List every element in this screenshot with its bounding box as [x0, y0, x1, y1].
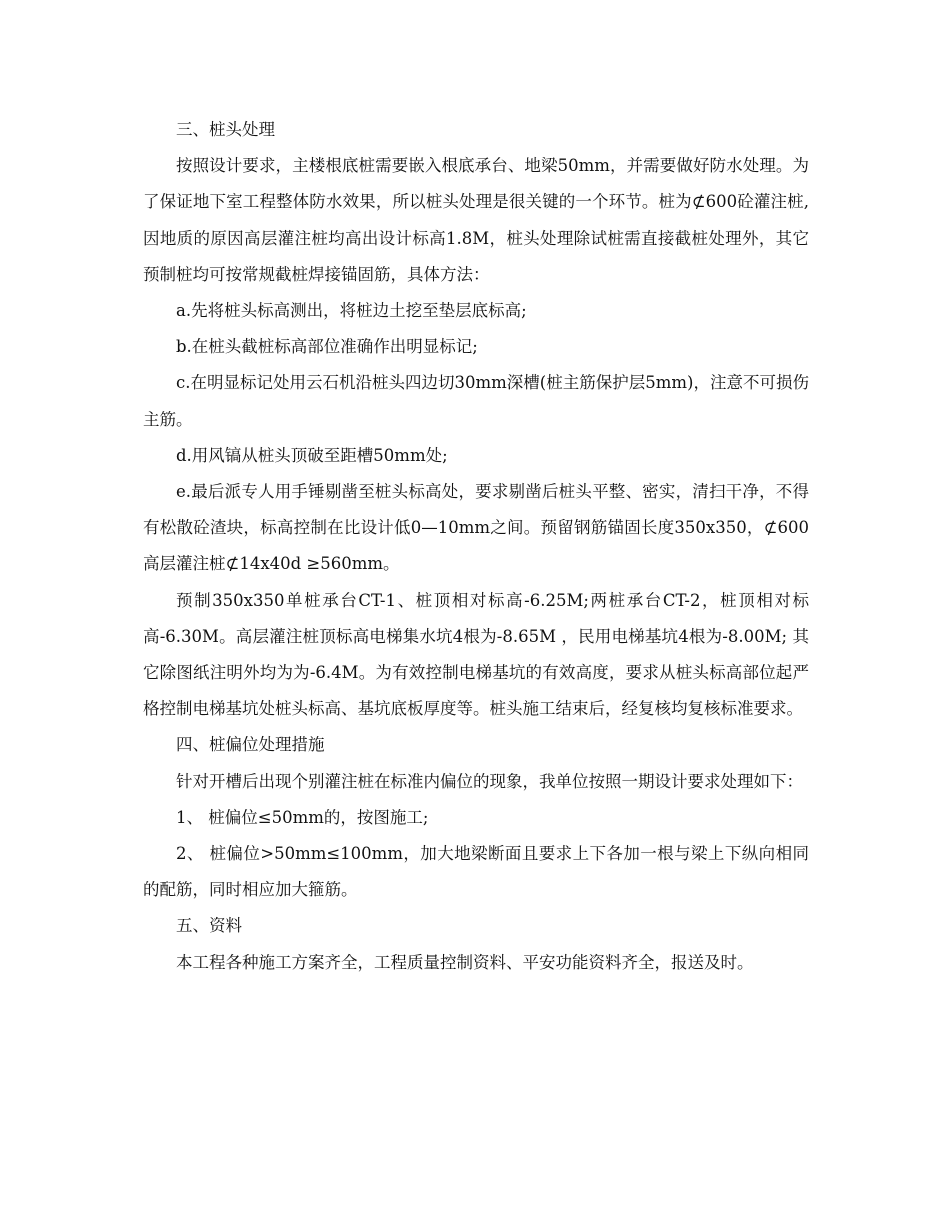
- document-body: [143, 112, 809, 981]
- step-a: a.先将桩头标高测出，将桩边土挖至垫层底标高;: [176, 301, 527, 321]
- step-b: b.在桩头截桩标高部位准确作出明显标记;: [176, 337, 478, 357]
- paragraph-precast-caps: 预制350x350单桩承台CT-1、桩顶相对标高-6.25M;两桩承台CT-2，桩顶相对标高-6.30M。高层灌注桩顶标高电梯集水坑4根为-8.65M ，民用电梯基坑4根为-8.00M; 其它除图纸注明外均为为-6.4M。为有效控制电梯基坑的有效高度，要求从桩头标高部位起严格控制电梯基坑处桩头标高、基坑底板厚度等。桩头施工结束后，经复核均复核标准要求。: [143, 590, 809, 719]
- step-e: e.最后派专人用手锤剔凿至桩头标高处，要求剔凿后桩头平整、密实，清扫干净，不得有松散砼渣块，标高控制在比设计低0—10mm之间。预留钢筋锚固长度350x350，⊄600高层灌注桩⊄14x40d ≥560mm。: [143, 482, 809, 574]
- section-heading-pile-head: 三、桩头处理: [176, 120, 275, 139]
- paragraph-offset-intro: 针对开槽后出现个别灌注桩在标准内偏位的现象，我单位按照一期设计要求处理如下：: [176, 771, 803, 791]
- step-c: c.在明显标记处用云石机沿桩头四边切30mm深槽(桩主筋保护层5mm)，注意不可损伤主筋。: [143, 373, 809, 429]
- step-d: d.用风镐从桩头顶破至距槽50mm处;: [176, 445, 448, 465]
- section-heading-pile-offset: 四、桩偏位处理措施: [176, 735, 325, 755]
- paragraph-design-requirements: 按照设计要求，主楼根底桩需要嵌入根底承台、地梁50mm，并需要做好防水处理。为了保证地下室工程整体防水效果，所以桩头处理是很关键的一个环节。桩为⊄600砼灌注桩,因地质的原因高层灌注桩均高出设计标高1.8M，桩头处理除试桩需直接截桩处理外，其它预制桩均可按常规截桩焊接锚固筋，具体方法：: [143, 156, 809, 284]
- offset-item-2: 2、 桩偏位>50mm≤100mm，加大地梁断面且要求上下各加一根与梁上下纵向相同的配筋，同时相应加大箍筋。: [143, 844, 809, 900]
- offset-item-1: 1、 桩偏位≤50mm的，按图施工;: [176, 807, 429, 827]
- paragraph-documents: 本工程各种施工方案齐全，工程质量控制资料、平安功能资料齐全，报送及时。: [176, 952, 754, 972]
- section-heading-documents: 五、资料: [176, 916, 242, 936]
